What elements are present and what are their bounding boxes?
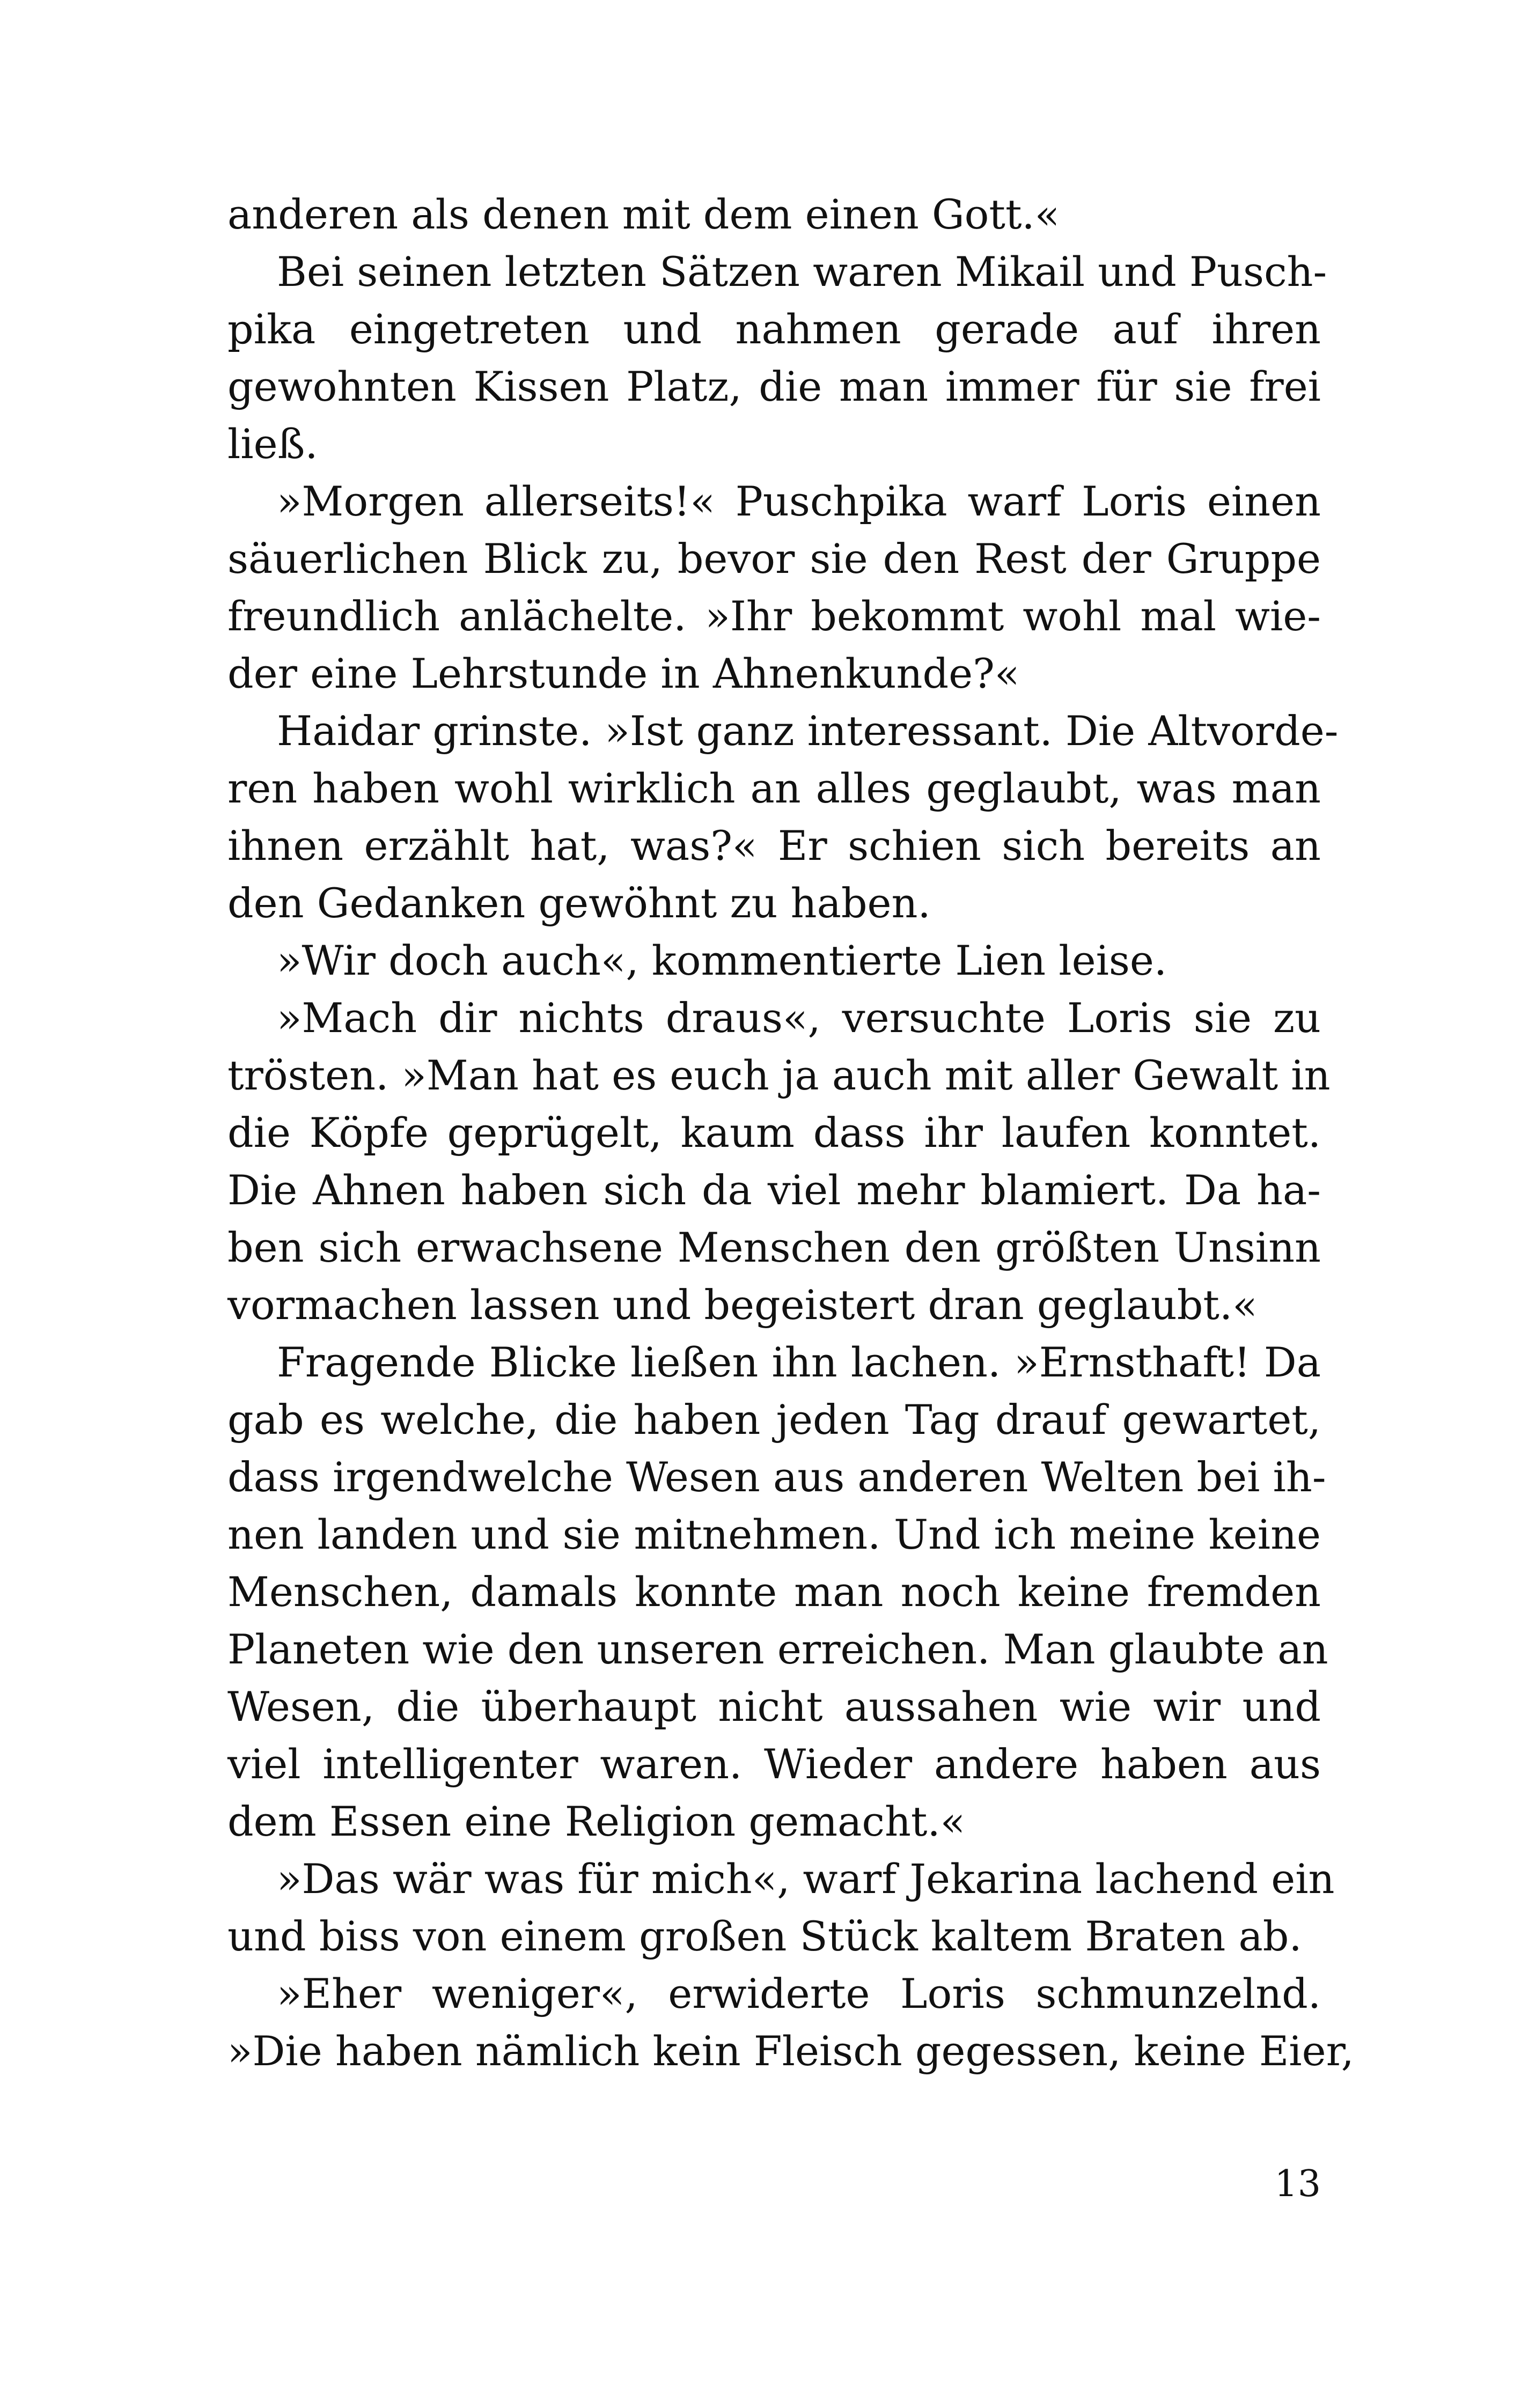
text-line: »Wir doch auch«, kommentierte Lien leise. xyxy=(277,937,1167,984)
text-line: »Eher weniger«, erwiderte Loris schmunzelnd. xyxy=(277,1970,1321,2017)
text-line: »Die haben nämlich kein Fleisch gegessen, keine Eier, xyxy=(227,2027,1354,2075)
text-line: Fragende Blicke ließen ihn lachen. »Ernsthaft! Da xyxy=(277,1338,1321,1386)
text-line: ließ. xyxy=(227,420,318,468)
text-line: ihnen erzählt hat, was?« Er schien sich bereits an xyxy=(227,822,1321,870)
text-line: Menschen, damals konnte man noch keine fremden xyxy=(227,1568,1321,1616)
text-line: gewohnten Kissen Platz, die man immer für sie frei xyxy=(227,363,1321,410)
text-line: Die Ahnen haben sich da viel mehr blamiert. Da ha- xyxy=(227,1166,1321,1214)
text-line: vormachen lassen und begeistert dran geglaubt.« xyxy=(227,1281,1258,1329)
text-line: dem Essen eine Religion gemacht.« xyxy=(227,1798,966,1845)
text-line: viel intelligenter waren. Wieder andere haben aus xyxy=(227,1740,1321,1788)
text-line: freundlich anlächelte. »Ihr bekommt wohl mal wie- xyxy=(227,592,1321,640)
text-line: »Morgen allerseits!« Puschpika warf Loris einen xyxy=(277,477,1321,525)
text-line: ren haben wohl wirklich an alles geglaubt, was man xyxy=(227,764,1321,812)
page-number: 13 xyxy=(1274,2163,1321,2205)
text-line: Haidar grinste. »Ist ganz interessant. Die Altvorde- xyxy=(277,707,1339,755)
text-line: gab es welche, die haben jeden Tag drauf gewartet, xyxy=(227,1396,1321,1444)
text-line: pika eingetreten und nahmen gerade auf ihren xyxy=(227,305,1321,353)
text-line: Wesen, die überhaupt nicht aussahen wie wir und xyxy=(227,1683,1321,1730)
text-line: und biss von einem großen Stück kaltem Braten ab. xyxy=(227,1912,1302,1960)
text-line: anderen als denen mit dem einen Gott.« xyxy=(227,190,1060,238)
text-line: der eine Lehrstunde in Ahnenkunde?« xyxy=(227,650,1020,697)
text-line: Bei seinen letzten Sätzen waren Mikail und Pusch- xyxy=(277,248,1327,296)
text-line: ben sich erwachsene Menschen den größten Unsinn xyxy=(227,1224,1321,1271)
text-line: dass irgendwelche Wesen aus anderen Welten bei ih- xyxy=(227,1453,1326,1501)
text-line: »Mach dir nichts draus«, versuchte Loris sie zu xyxy=(277,994,1321,1042)
text-line: Planeten wie den unseren erreichen. Man glaubte an xyxy=(227,1625,1328,1673)
text-line: säuerlichen Blick zu, bevor sie den Rest der Gruppe xyxy=(227,535,1321,583)
text-line: den Gedanken gewöhnt zu haben. xyxy=(227,879,931,927)
text-line: »Das wär was für mich«, warf Jekarina lachend ein xyxy=(277,1855,1335,1903)
text-line: nen landen und sie mitnehmen. Und ich meine keine xyxy=(227,1511,1321,1558)
text-line: die Köpfe geprügelt, kaum dass ihr laufen konntet. xyxy=(227,1109,1321,1157)
text-line: trösten. »Man hat es euch ja auch mit aller Gewalt in xyxy=(227,1051,1331,1099)
